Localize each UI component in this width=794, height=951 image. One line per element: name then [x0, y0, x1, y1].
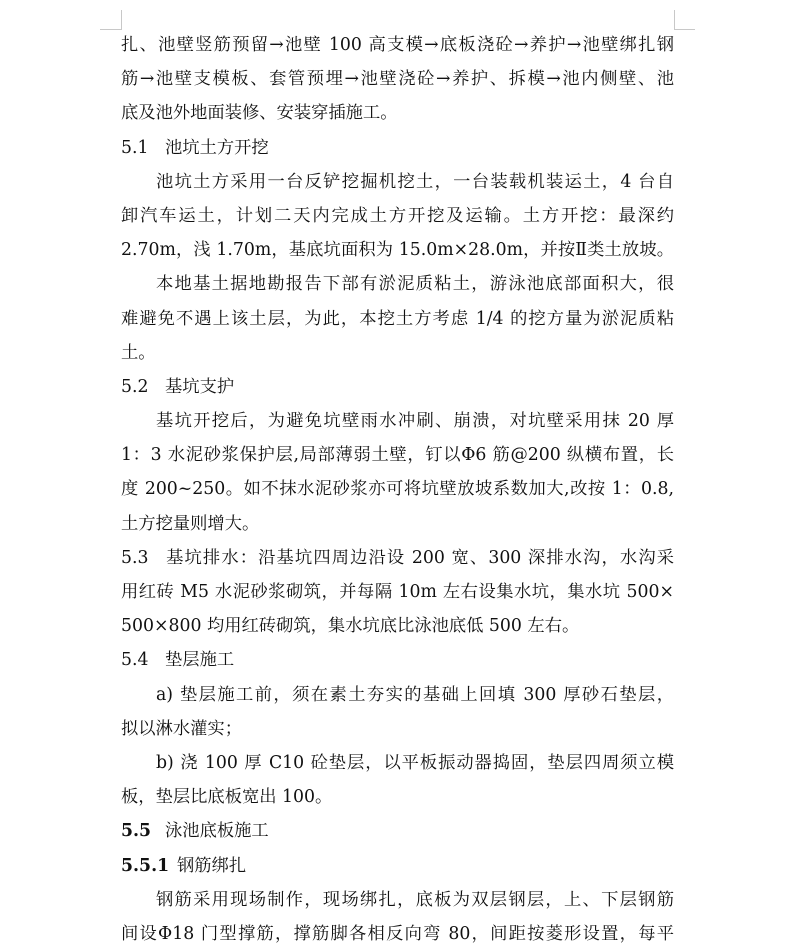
- paragraph-line: 卸汽车运土，计划二天内完成土方开挖及运输。土方开挖：最深约: [121, 205, 674, 226]
- paragraph-line: 难避免不遇上该土层，为此，本挖土方考虑 1/4 的挖方量为淤泥质粘: [121, 308, 674, 329]
- paragraph-line: 本地基土据地勘报告下部有淤泥质粘土，游泳池底部面积大，很: [156, 274, 674, 295]
- section-number: 5.3: [121, 547, 149, 568]
- paragraph-line: 度 200~250。如不抹水泥砂浆亦可将坑壁放坡系数加大,改按 1：0.8,: [121, 479, 674, 500]
- paragraph-line: 土。: [121, 342, 156, 363]
- section-heading-5-5: [121, 814, 674, 848]
- document-body: [121, 28, 674, 951]
- paragraph-line: 扎、池壁竖筋预留→池壁 100 高支模→底板浇砼→养护→池壁绑扎钢: [121, 35, 674, 55]
- paragraph-line: 钢筋采用现场制作，现场绑扎，底板为双层钢层，上、下层钢筋: [156, 889, 674, 910]
- section-heading-5-3: [121, 541, 674, 575]
- crop-mark-top-left-h: [100, 29, 121, 30]
- paragraph-line: 底及池外地面装修、安装穿插施工。: [121, 103, 398, 124]
- paragraph-line: 板，垫层比底板宽出 100。: [121, 787, 333, 808]
- section-heading-5-5-1: [121, 849, 674, 883]
- section-heading-5-4: [121, 643, 674, 677]
- paragraph-line: 间设Φ18 门型撑筋，撑筋脚各相反向弯 80，间距按菱形设置，每平: [121, 923, 674, 944]
- paragraph-line: 1：3 水泥砂浆保护层,局部薄弱土壁，钉以Φ6 筋@200 纵横布置，长: [121, 445, 674, 466]
- section-number: 5.4: [121, 650, 149, 671]
- section-heading-5-2: [121, 370, 674, 404]
- section-title: 池坑土方开挖: [165, 137, 269, 158]
- paragraph-line: 池坑土方采用一台反铲挖掘机挖土，一台装载机装运土，4 台自: [156, 171, 674, 192]
- paragraph-line: 2.70m，浅 1.70m，基底坑面积为 15.0m×28.0m，并按Ⅱ类土放坡。: [121, 240, 674, 261]
- paragraph-line: 拟以淋水灌实；: [121, 718, 242, 739]
- paragraph-line: 筋→池壁支模板、套管预埋→池壁浇砼→养护、拆模→池内侧壁、池: [121, 69, 674, 90]
- paragraph-line: b) 浇 100 厚 C10 砼垫层，以平板振动器捣固，垫层四周须立模: [156, 752, 674, 773]
- section-number: 5.1: [121, 137, 149, 158]
- paragraph-line: 用红砖 M5 水泥砂浆砌筑，并每隔 10m 左右设集水坑，集水坑 500×: [121, 582, 674, 602]
- paragraph-line: 基坑开挖后，为避免坑壁雨水冲刷、崩溃，对坑壁采用抹 20 厚: [156, 411, 674, 432]
- section-number: 5.5: [121, 821, 152, 842]
- crop-mark-top-right: [674, 10, 675, 30]
- section-title: 钢筋绑扎: [177, 855, 247, 876]
- section-heading-5-1: [121, 131, 674, 165]
- paragraph-line: 土方挖量则增大。: [121, 513, 260, 534]
- crop-mark-top-left: [121, 10, 122, 30]
- section-title: 基坑排水：沿基坑四周边沿设 200 宽、300 深排水沟，水沟采: [165, 547, 674, 568]
- paragraph-line: a) 垫层施工前，须在素土夯实的基础上回填 300 厚砂石垫层，: [156, 684, 674, 705]
- section-title: 泳池底板施工: [165, 821, 269, 842]
- section-number: 5.5.1: [121, 855, 170, 876]
- section-title: 垫层施工: [165, 650, 235, 671]
- crop-mark-top-right-h: [674, 29, 695, 30]
- section-number: 5.2: [121, 376, 149, 397]
- section-title: 基坑支护: [165, 376, 235, 397]
- paragraph-line: 500×800 均用红砖砌筑，集水坑底比泳池底低 500 左右。: [121, 616, 580, 637]
